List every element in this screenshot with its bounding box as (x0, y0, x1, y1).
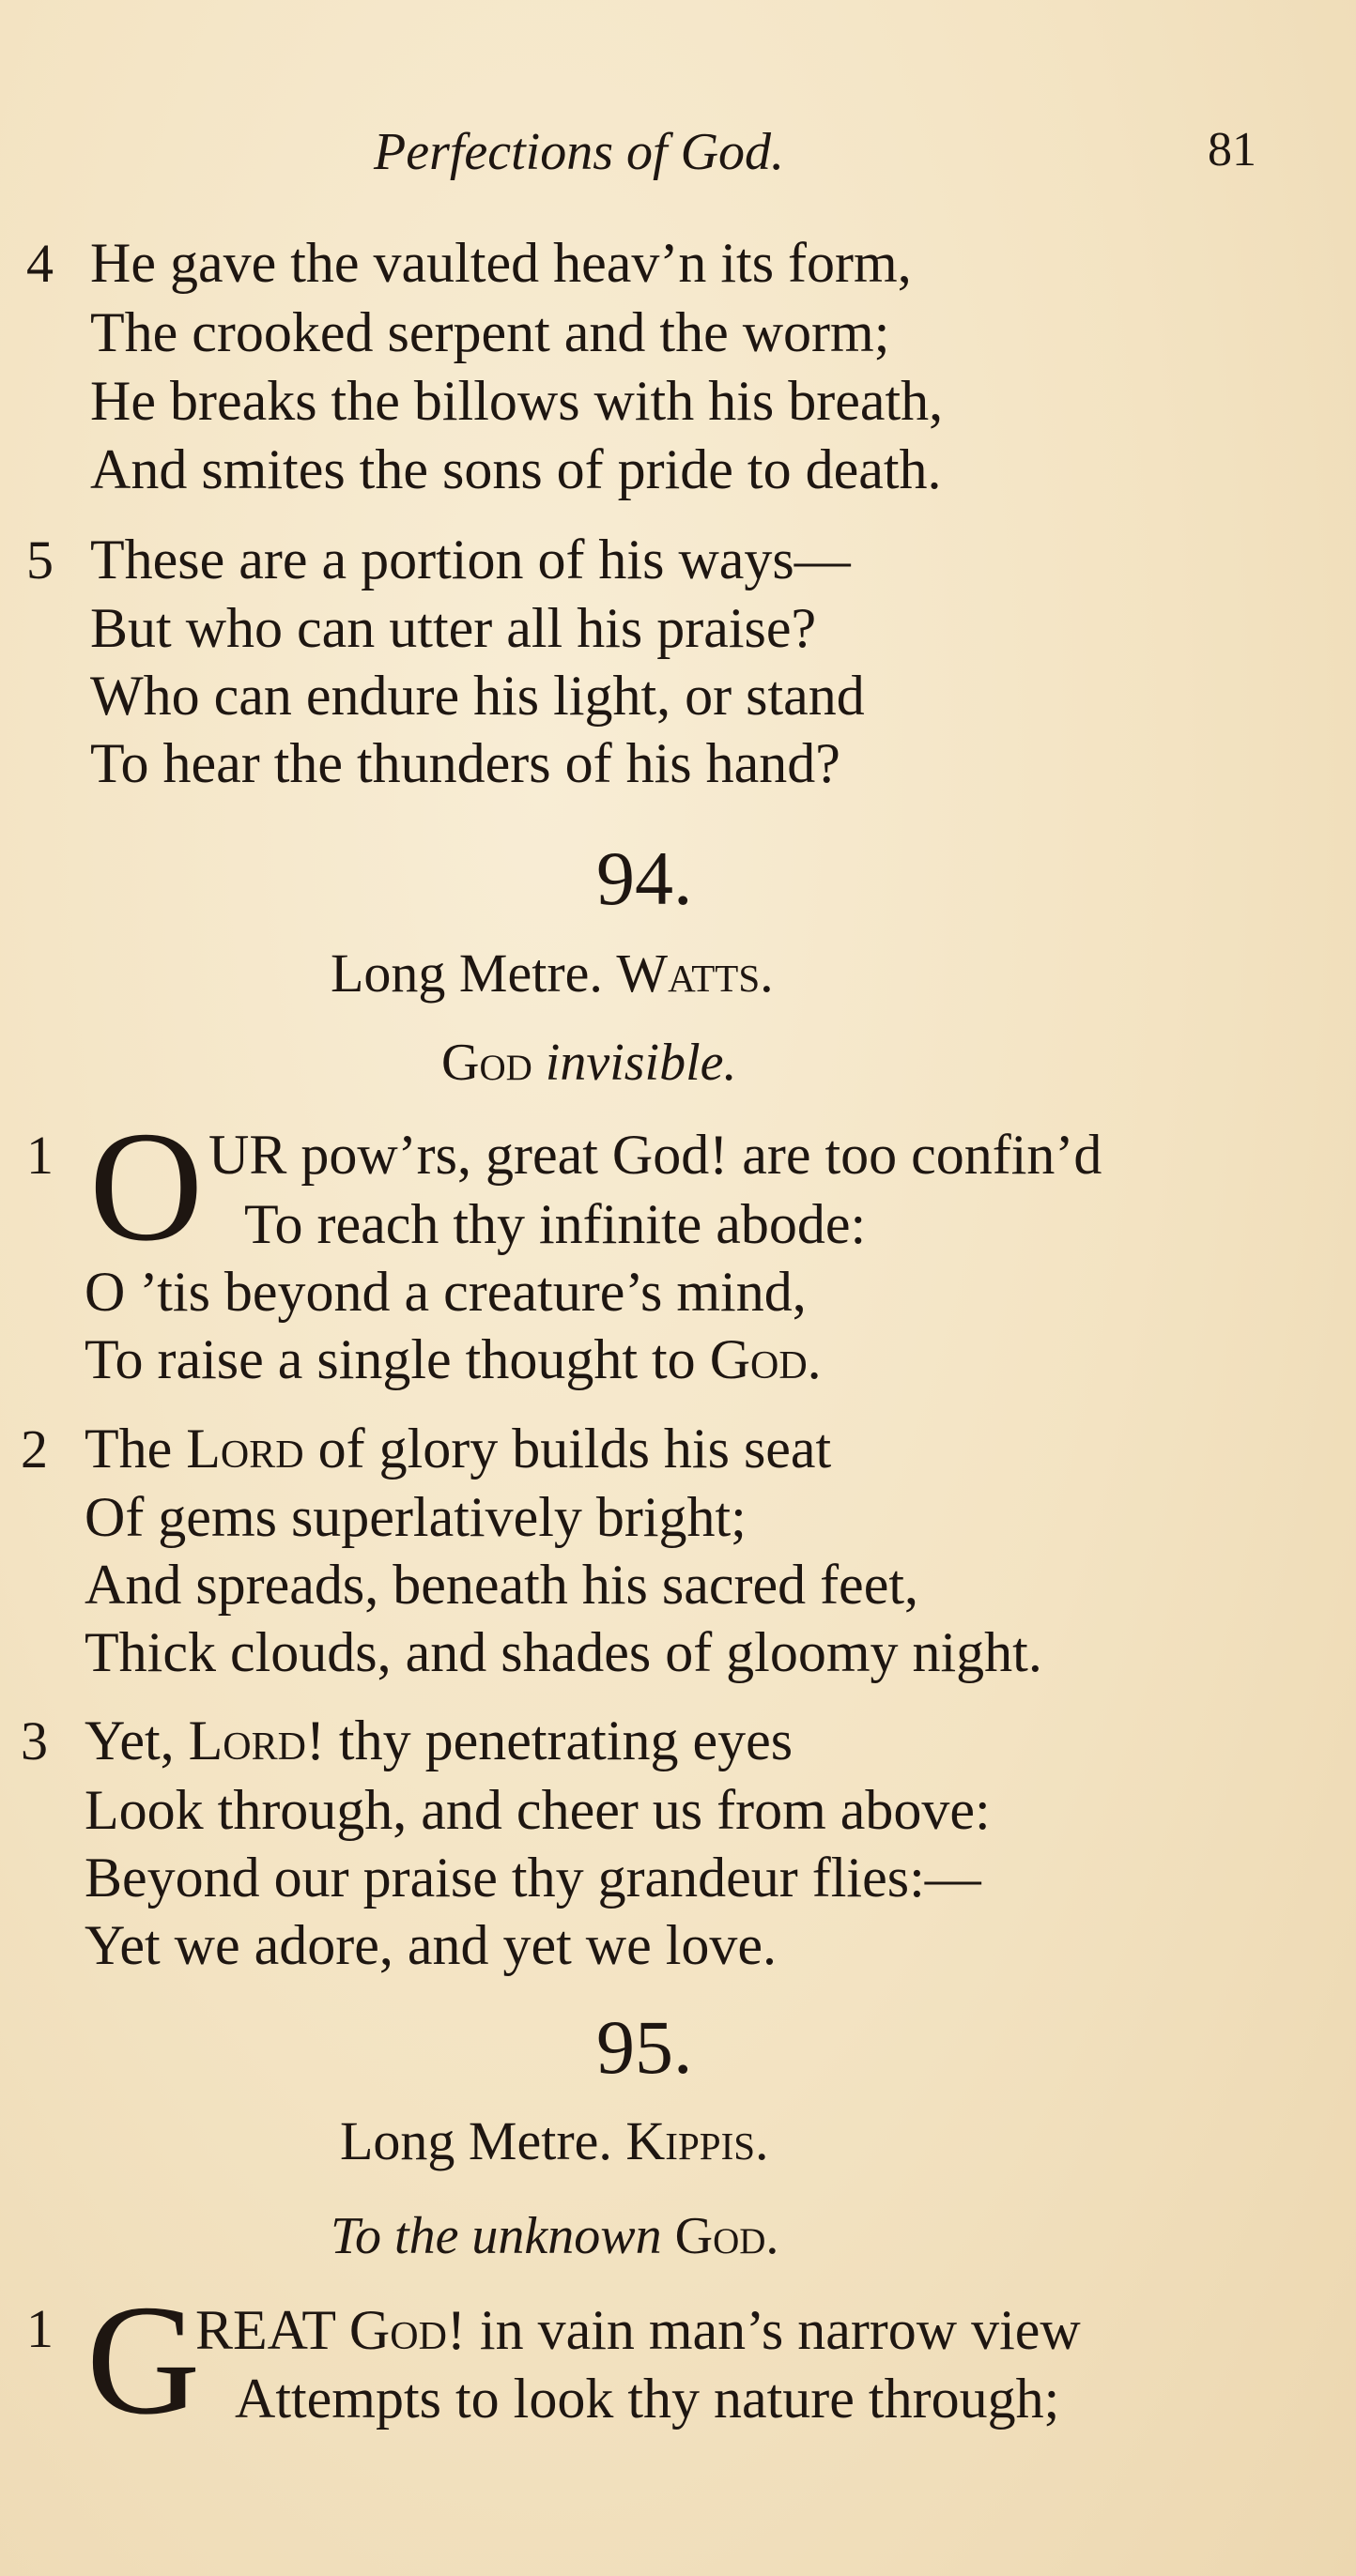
verse-line: And smites the sons of pride to death. (90, 438, 942, 500)
verse-line: But who can utter all his praise? (90, 597, 817, 659)
verse-line: UR pow’rs, great God! are too confin’d (208, 1124, 1102, 1186)
word-god: God (348, 2299, 447, 2361)
meter: Long Metre. (331, 943, 603, 1004)
word-lord: Lord (188, 1710, 306, 1771)
subject-text: To the unknown (331, 2207, 662, 2265)
subject-god: God (441, 1034, 532, 1092)
verse-number: 4 (26, 233, 54, 294)
verse-line: Beyond our praise thy grandeur flies:— (85, 1847, 981, 1909)
drop-cap: O (89, 1099, 204, 1274)
verse-line: Who can endure his light, or stand (90, 665, 865, 727)
verse-line: He gave the vaulted heav’n its form, (90, 232, 912, 294)
verse-line: He breaks the billows with his breath, (90, 370, 944, 432)
verse-line: Attempts to look thy nature through; (235, 2368, 1060, 2430)
verse-line: These are a portion of his ways— (90, 529, 851, 590)
verse-line: O ’tis beyond a creature’s mind, (85, 1261, 807, 1323)
verse-line (85, 1328, 822, 1390)
verse-line: Yet we adore, and yet we love. (85, 1914, 778, 1976)
verse-text: The (85, 1418, 173, 1480)
running-title: Perfections of God. (374, 123, 785, 181)
word-lord: Lord (186, 1418, 304, 1480)
verse-number: 1 (26, 2298, 54, 2359)
verse-line: And spreads, beneath his sacred feet, (85, 1554, 918, 1616)
verse-line (195, 2299, 1081, 2361)
verse-line: Look through, and cheer us from above: (85, 1779, 991, 1841)
author: Watts. (616, 943, 774, 1004)
verse-number: 1 (26, 1125, 54, 1186)
hymn-number: 95. (596, 2004, 693, 2090)
hymn-subject (441, 1034, 737, 1092)
verse-number: 2 (21, 1418, 48, 1480)
word-god: God. (709, 1328, 822, 1390)
verse-line (85, 1418, 832, 1480)
verse-text: of glory builds his seat (317, 1418, 832, 1480)
verse-text: ! thy penetrating eyes (305, 1710, 794, 1771)
verse-number: 3 (21, 1710, 48, 1771)
verse-text: Yet, (85, 1710, 175, 1771)
verse-text: ! in vain man’s narrow view (446, 2299, 1081, 2361)
verse-line (85, 1712, 793, 1769)
subject-text: invisible. (545, 1034, 737, 1092)
hymn-meter-line (340, 2110, 769, 2171)
hymn-subject (331, 2207, 779, 2265)
meter: Long Metre. (340, 2110, 612, 2171)
verse-line: To reach thy infinite abode: (244, 1193, 867, 1255)
subject-god: God. (674, 2207, 779, 2265)
verse-text: To raise a single thought to (85, 1328, 696, 1390)
verse-line: To hear the thunders of his hand? (90, 732, 840, 794)
verse-line: Of gems superlatively bright; (85, 1486, 747, 1548)
author: Kippis. (625, 2110, 769, 2171)
verse-text: REAT (195, 2299, 335, 2361)
verse-line: The crooked serpent and the worm; (90, 301, 890, 363)
verse-number: 5 (26, 529, 54, 590)
drop-cap: G (86, 2273, 201, 2447)
hymn-number: 94. (596, 836, 693, 921)
verse-line: Thick clouds, and shades of gloomy night. (85, 1621, 1042, 1683)
hymn-meter-line (331, 943, 774, 1004)
page-number: 81 (1208, 123, 1256, 176)
